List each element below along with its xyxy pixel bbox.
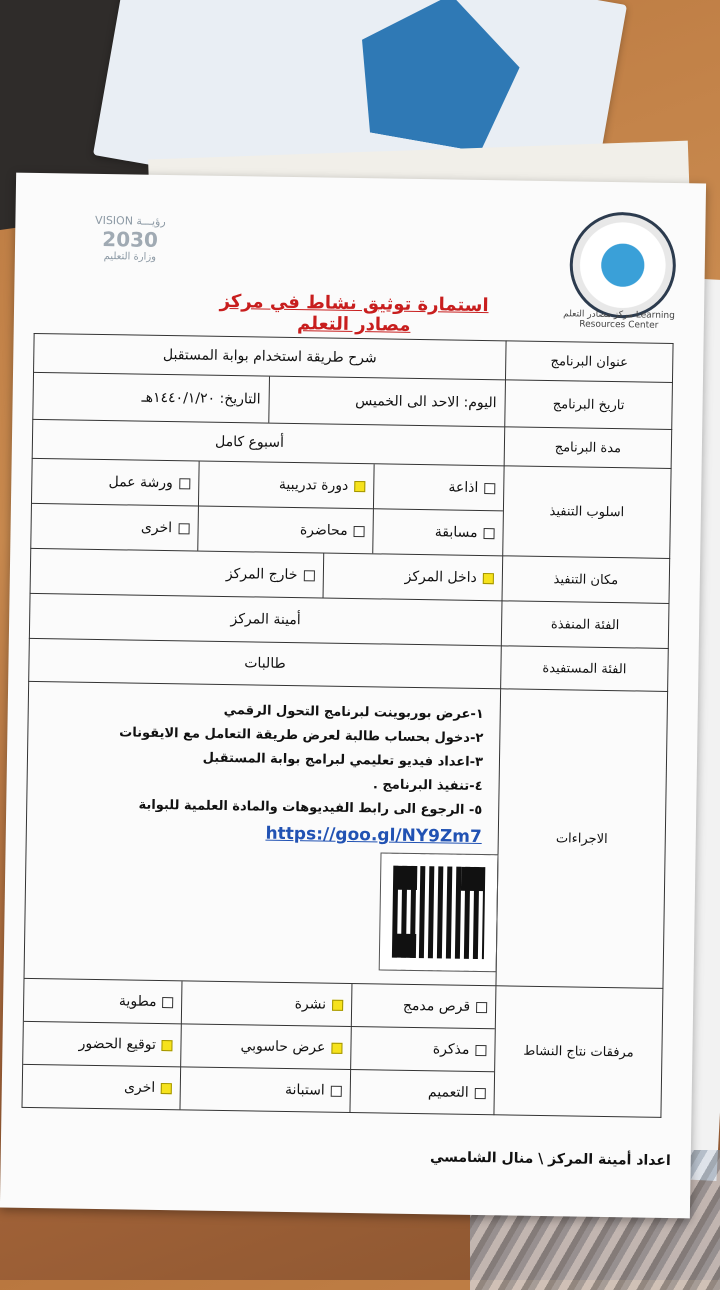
checkbox-icon[interactable] [476,1001,487,1012]
lrc-logo-icon [569,211,677,319]
checkbox-icon[interactable] [483,528,494,539]
style-option-training[interactable]: دورة تدريبية [198,462,374,509]
checkbox-icon[interactable] [475,1087,486,1098]
prepared-by: اعداد أمينة المركز \ منال الشامسي [429,1149,671,1170]
row-attachments [22,978,663,1117]
style-option-lecture[interactable]: محاضرة [197,506,373,553]
place-label: مكان التنفيذ [502,556,670,604]
checkbox-icon[interactable] [475,1044,486,1055]
checkbox-icon[interactable] [484,483,495,494]
ministry-name: وزارة التعليم [103,251,157,263]
row-style [31,458,671,558]
qr-code-icon [380,853,498,971]
attach-memo[interactable]: مذكرة [351,1027,495,1072]
procedure-step: ١-عرض بوربوينت لبرنامج التحول الرقمي [223,702,484,723]
checkbox-checked-icon[interactable] [162,1040,173,1051]
checkbox-icon[interactable] [303,570,314,581]
duration-label: مدة البرنامج [504,427,672,469]
checkbox-checked-icon[interactable] [331,1042,342,1053]
beneficiary-label: الفئة المستفيدة [501,646,669,692]
procedures-label: الاجراءات [496,689,668,989]
checkbox-checked-icon[interactable] [332,999,343,1010]
beneficiary-value: طالبات [29,638,502,688]
form-title: استمارة توثيق نشاط في مركز مصادر التعلم [219,290,489,336]
attach-presentation[interactable]: عرض حاسوبي [181,1024,351,1070]
program-title-label: عنوان البرنامج [505,341,673,383]
checkbox-icon[interactable] [331,1085,342,1096]
attach-attendance[interactable]: توقيع الحضور [23,1021,182,1066]
checkbox-icon[interactable] [354,525,365,536]
procedure-step: ٢-دخول بحساب طالبة لعرض طريقة التعامل مع الايقونات [119,725,484,747]
procedure-step: ٤-تنفيذ البرنامج . [372,777,483,795]
style-label: اسلوب التنفيذ [503,466,671,559]
place-option-outside[interactable]: خارج المركز [31,549,324,598]
checkbox-checked-icon[interactable] [161,1083,172,1094]
program-day-value: اليوم: الاحد الى الخميس [269,377,505,427]
activity-form-table [21,333,673,1118]
executing-label: الفئة المنفذة [501,601,669,649]
vision-2030-logo [69,214,190,286]
attach-circular[interactable]: التعميم [350,1070,494,1115]
lrc-logo-text: مركز مصادر التعلم Learning Resources Center [563,309,675,331]
form-page [0,173,706,1219]
brochure-logo [346,0,530,156]
checkbox-checked-icon[interactable] [354,480,365,491]
procedures-link[interactable]: https://goo.gl/NY9Zm7 [265,823,482,848]
attachments-label: مرفقات نتاج النشاط [494,986,663,1118]
vision-year: 2030 [102,227,159,252]
style-option-radio[interactable]: اذاعة [373,464,503,511]
checkbox-icon[interactable] [163,997,174,1008]
style-option-contest[interactable]: مسابقة [373,509,503,556]
procedure-step: ٣-اعداد فيديو تعليمي لبرامج بوابة المستقبل [202,750,484,771]
style-option-workshop[interactable]: ورشة عمل [32,459,199,506]
program-title-value: شرح طريقة استخدام بوابة المستقبل [34,333,507,379]
attach-other[interactable]: اخرى [22,1064,181,1109]
checkbox-icon[interactable] [178,523,189,534]
duration-value: أسبوع كامل [32,419,505,465]
attach-bulletin[interactable]: نشرة [182,981,352,1026]
place-option-inside[interactable]: داخل المركز [323,554,503,601]
vision-line: VISION رؤيـــة [95,213,166,228]
executing-value: أمينة المركز [29,593,502,645]
checkbox-checked-icon[interactable] [483,573,494,584]
checkbox-icon[interactable] [179,478,190,489]
style-option-other[interactable]: اخرى [31,503,198,550]
procedure-step: ٥- الرجوع الى رابط الفيديوهات والمادة العلمية للبوابة [138,797,483,819]
attach-survey[interactable]: استبانة [180,1067,350,1112]
program-date-label: تاريخ البرنامج [505,380,673,430]
row-procedures [24,681,668,988]
attach-brochure[interactable]: مطوية [24,979,183,1024]
program-date-value: التاريخ: ١٤٤٠/١/٢٠هـ [141,389,261,408]
attach-cd[interactable]: قرص مدمج [351,984,495,1029]
